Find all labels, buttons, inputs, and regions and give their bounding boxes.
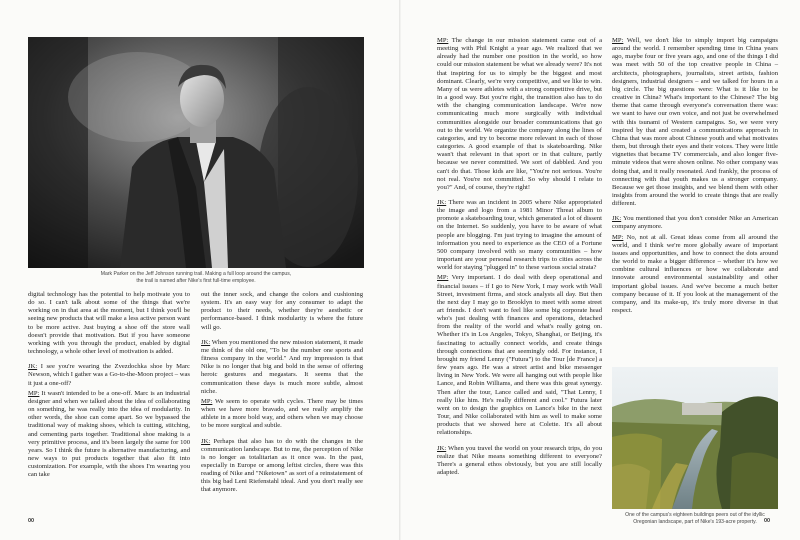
speaker-label: JK:: [28, 363, 38, 371]
speaker-label: MP:: [612, 233, 624, 241]
caption-line: the trail is named after Nike's first full-time employee.: [136, 278, 256, 284]
right-column-1: [437, 37, 602, 479]
paragraph: [437, 37, 602, 192]
page-number-right: 00: [764, 518, 771, 524]
portrait-photo-image: [28, 37, 364, 268]
paragraph-text: It wasn't intended to be a one-off. Marc is an industrial designer and when we talked about the idea of collaborating on something, he was really into the idea of modularity. In other words, the shoe can come apart. So we bypassed the traditional way of making shoes, which is cutting, stitching, and cementing parts together. Traditional shoe making is a very primitive process, and it's been largely the same for 100 years. So I think the future is alternative manufacturing, and new ways to put products together that also fit into customization. For example, with the shoes I'm wearing you can take: [28, 389, 190, 479]
landscape-caption: [612, 512, 778, 526]
right-column-2: [612, 37, 778, 317]
paragraph-text: There was an incident in 2005 where Nike appropriated the image and logo from a 1981 Minor Threat album to promote a skateboarding tour, which generated a lot of dissent on the Internet. So suddenly, you have to be aware of what people are blogging. I'm just trying to imagine the amount of information you need to experience as the CEO of a Fortune 500 company involved with so many communities – how important are your personal research trips to cities across the world for staying "plugged in" to these various social strata?: [437, 198, 602, 272]
paragraph: [612, 215, 778, 231]
paragraph: [437, 199, 602, 272]
paragraph-text: The change in our mission statement came out of a meeting with Phil Knight a year ago. We realized that we already had the number one position in the world, so how could our mission statement be what we already were? It's not that inspiring for us to simply be the biggest and most dominant. Clearly, we're very competitive, and we like to win. Many of us were athletes with a strong competitive drive, but in a good way. But you're right, the transition also has to do with the changing communication landscape. We're now communicating much more surgically with individual communities alongside our broader communications that go out to the world. We organize the company along the lines of categories, and try to become more relevant in each of those categories. A good example of that is skateboarding. Nike wasn't that relevant in that sport or in that culture, partly because we never committed. We sort of dabbled. And you can't do that. Those kids are like, "You're not serious. You're not real. You're not committed. So why should I relate to you?" And, of course, they're right!: [437, 37, 602, 191]
speaker-label: MP:: [612, 37, 624, 44]
paragraph: [201, 339, 363, 396]
paragraph: [437, 274, 602, 437]
paragraph-text: When you mentioned the new mission statement, it made me think of the old one, "To be the number one sports and fitness company in the world." And my impression is that Nike is no longer that big and bold in the sense of offering heroic gestures and megastars. It seems that the communication these days is much more subtle, almost niche.: [201, 338, 363, 395]
paragraph-text: Perhaps that also has to do with the changes in the communication landscape. But to me, the perception of Nike is no longer as totalitarian as it once was. In the past, especially in Europe or among leftist circles, there was this reading of Nike and "Niketown" as sort of a reinstatement of this big bad Leni Riefenstahl ideal. And you don't really see that anymore.: [201, 437, 363, 494]
portrait-photo: [28, 37, 364, 268]
paragraph-text: You mentioned that you don't consider Nike an American company anymore.: [612, 215, 778, 231]
speaker-label: MP:: [28, 389, 40, 397]
speaker-label: MP:: [437, 37, 449, 44]
caption-line: Mark Parker on the Jeff Johnson running trail. Making a full loop around the campus,: [100, 271, 292, 277]
paragraph: [612, 234, 778, 316]
paragraph: digital technology has the potential to help motivate you to do so. I can't talk about some of the things that we're working on in that area at the moment, but I think you'll be seeing new products that will make a less active person want to be more active. Just buying a shoe off the store wall doesn't provide that motivation. But if you have someone working with you through the product, enabled by digital technology, a whole other level of motivation is added.: [28, 291, 190, 356]
paragraph-text: No, not at all. Great ideas come from all around the world, and I think we're more globally aware of important issues and opportunities, and how to connect the dots around the world to make a bigger difference – whether it's how we combine cultural influences or how we collaborate and innovate around environmental sustainability and other important global issues. And we've become a much better company because of it. If you look at the management of the company, and its make-up, it's truly more diverse in that respect.: [612, 233, 778, 314]
page-gutter: [399, 0, 401, 540]
paragraph: [28, 363, 190, 387]
paragraph-text: Well, we don't like to simply import big campaigns around the world. I remember spending time in China years ago, maybe four or five years ago, and one of the things I did was meet with 50 of the top creative people in China – architects, photographers, journalists, street artists, fashion designers, industrial designers – and we talked for hours in a big circle. The big questions were: What is it like to be creative in China? What's important to the Chinese? The big theme that came through everyone's conversation there was: we want to have our own voice, and not just be overwhelmed with this tsunami of Western campaigns. So, we were very inspired by that and created a communications approach in China that was more about Chinese youth and what motivates them, but through their eyes and their voices. They were little vignettes that became TV commercials, and also longer five-minute videos that were shown online. No other company was doing that, and it really resonated. And frankly, the process of connecting with that youth makes us a stronger company. Because we get those insights, and we blend them with other insights from around the world to create things that are really different.: [612, 37, 778, 208]
speaker-label: JK:: [201, 437, 211, 445]
caption-line: One of the campus's eighteen buildings peers out of the idyllic: [625, 512, 765, 518]
speaker-label: JK:: [437, 198, 447, 206]
page-number-left: 00: [28, 518, 35, 524]
speaker-label: MP:: [437, 274, 449, 282]
landscape-photo-image: [612, 367, 778, 509]
paragraph: out the inner sock, and change the colors and cushioning system. It's an easy way for any consumer to adapt the product to their needs, whether they're aesthetic or performance-based. I think modularity is where the future will go.: [201, 291, 363, 331]
paragraph-text: I see you're wearing the Zvezdochka shoe by Marc Newson, which I gather was a Go-to-the-Moon project – was it just a one-off?: [28, 363, 190, 387]
speaker-label: JK:: [612, 215, 622, 223]
paragraph: [28, 390, 190, 480]
paragraph-text: Very important. I do deal with deep operational and financial issues – if I go to New York, I may work with Wall Street, investment firms, and stock analysts all day. But then the next day I may go to Brooklyn to meet with some street art friends. I don't want to feel like some big corporate head who's just dealing with finances and operations, detached from the reality of the world and what's really going on. Whether it's in Los Angeles, Tokyo, Shanghai, or Beijing, it's fascinating to actually connect worlds, and create things through connections that are seemingly odd. For instance, I brought my friend Lenny ("Futura") to the Tour [de France] a few years ago. He was a street artist and bike messenger living in New York. We were all hanging out with people like Lance, and Robin Williams, and there was this great synergy. Then after the tour, Lance called and said, "That Lenny, I really like him. He's really different and cool." Futura later went on to design the graphics on Lance's bike in the next Tour, and Nike collaborated with him as well to make some products that we showed here at Colette. It's all about relationships.: [437, 274, 602, 437]
speaker-label: MP:: [201, 397, 213, 405]
paragraph-text: We seem to operate with cycles. There may be times when we have more bravado, and we really amplify the athlete in a more bold way, and others when we may choose to be more surgical and subtle.: [201, 397, 363, 430]
left-column-1: [28, 291, 190, 481]
paragraph: [437, 445, 602, 478]
speaker-label: JK:: [201, 338, 211, 346]
portrait-caption: [28, 271, 364, 285]
paragraph-text: When you travel the world on your research trips, do you realize that Nike means something different to everyone? There's a general ethos obviously, but you are still locally adapted.: [437, 444, 602, 476]
left-column-2: [201, 291, 363, 497]
paragraph: [201, 398, 363, 431]
caption-line: Oregonian landscape, part of Nike's 193-acre property.: [633, 519, 757, 525]
landscape-photo: [612, 367, 778, 509]
speaker-label: JK:: [437, 444, 447, 452]
paragraph: [201, 438, 363, 495]
paragraph: [612, 37, 778, 208]
